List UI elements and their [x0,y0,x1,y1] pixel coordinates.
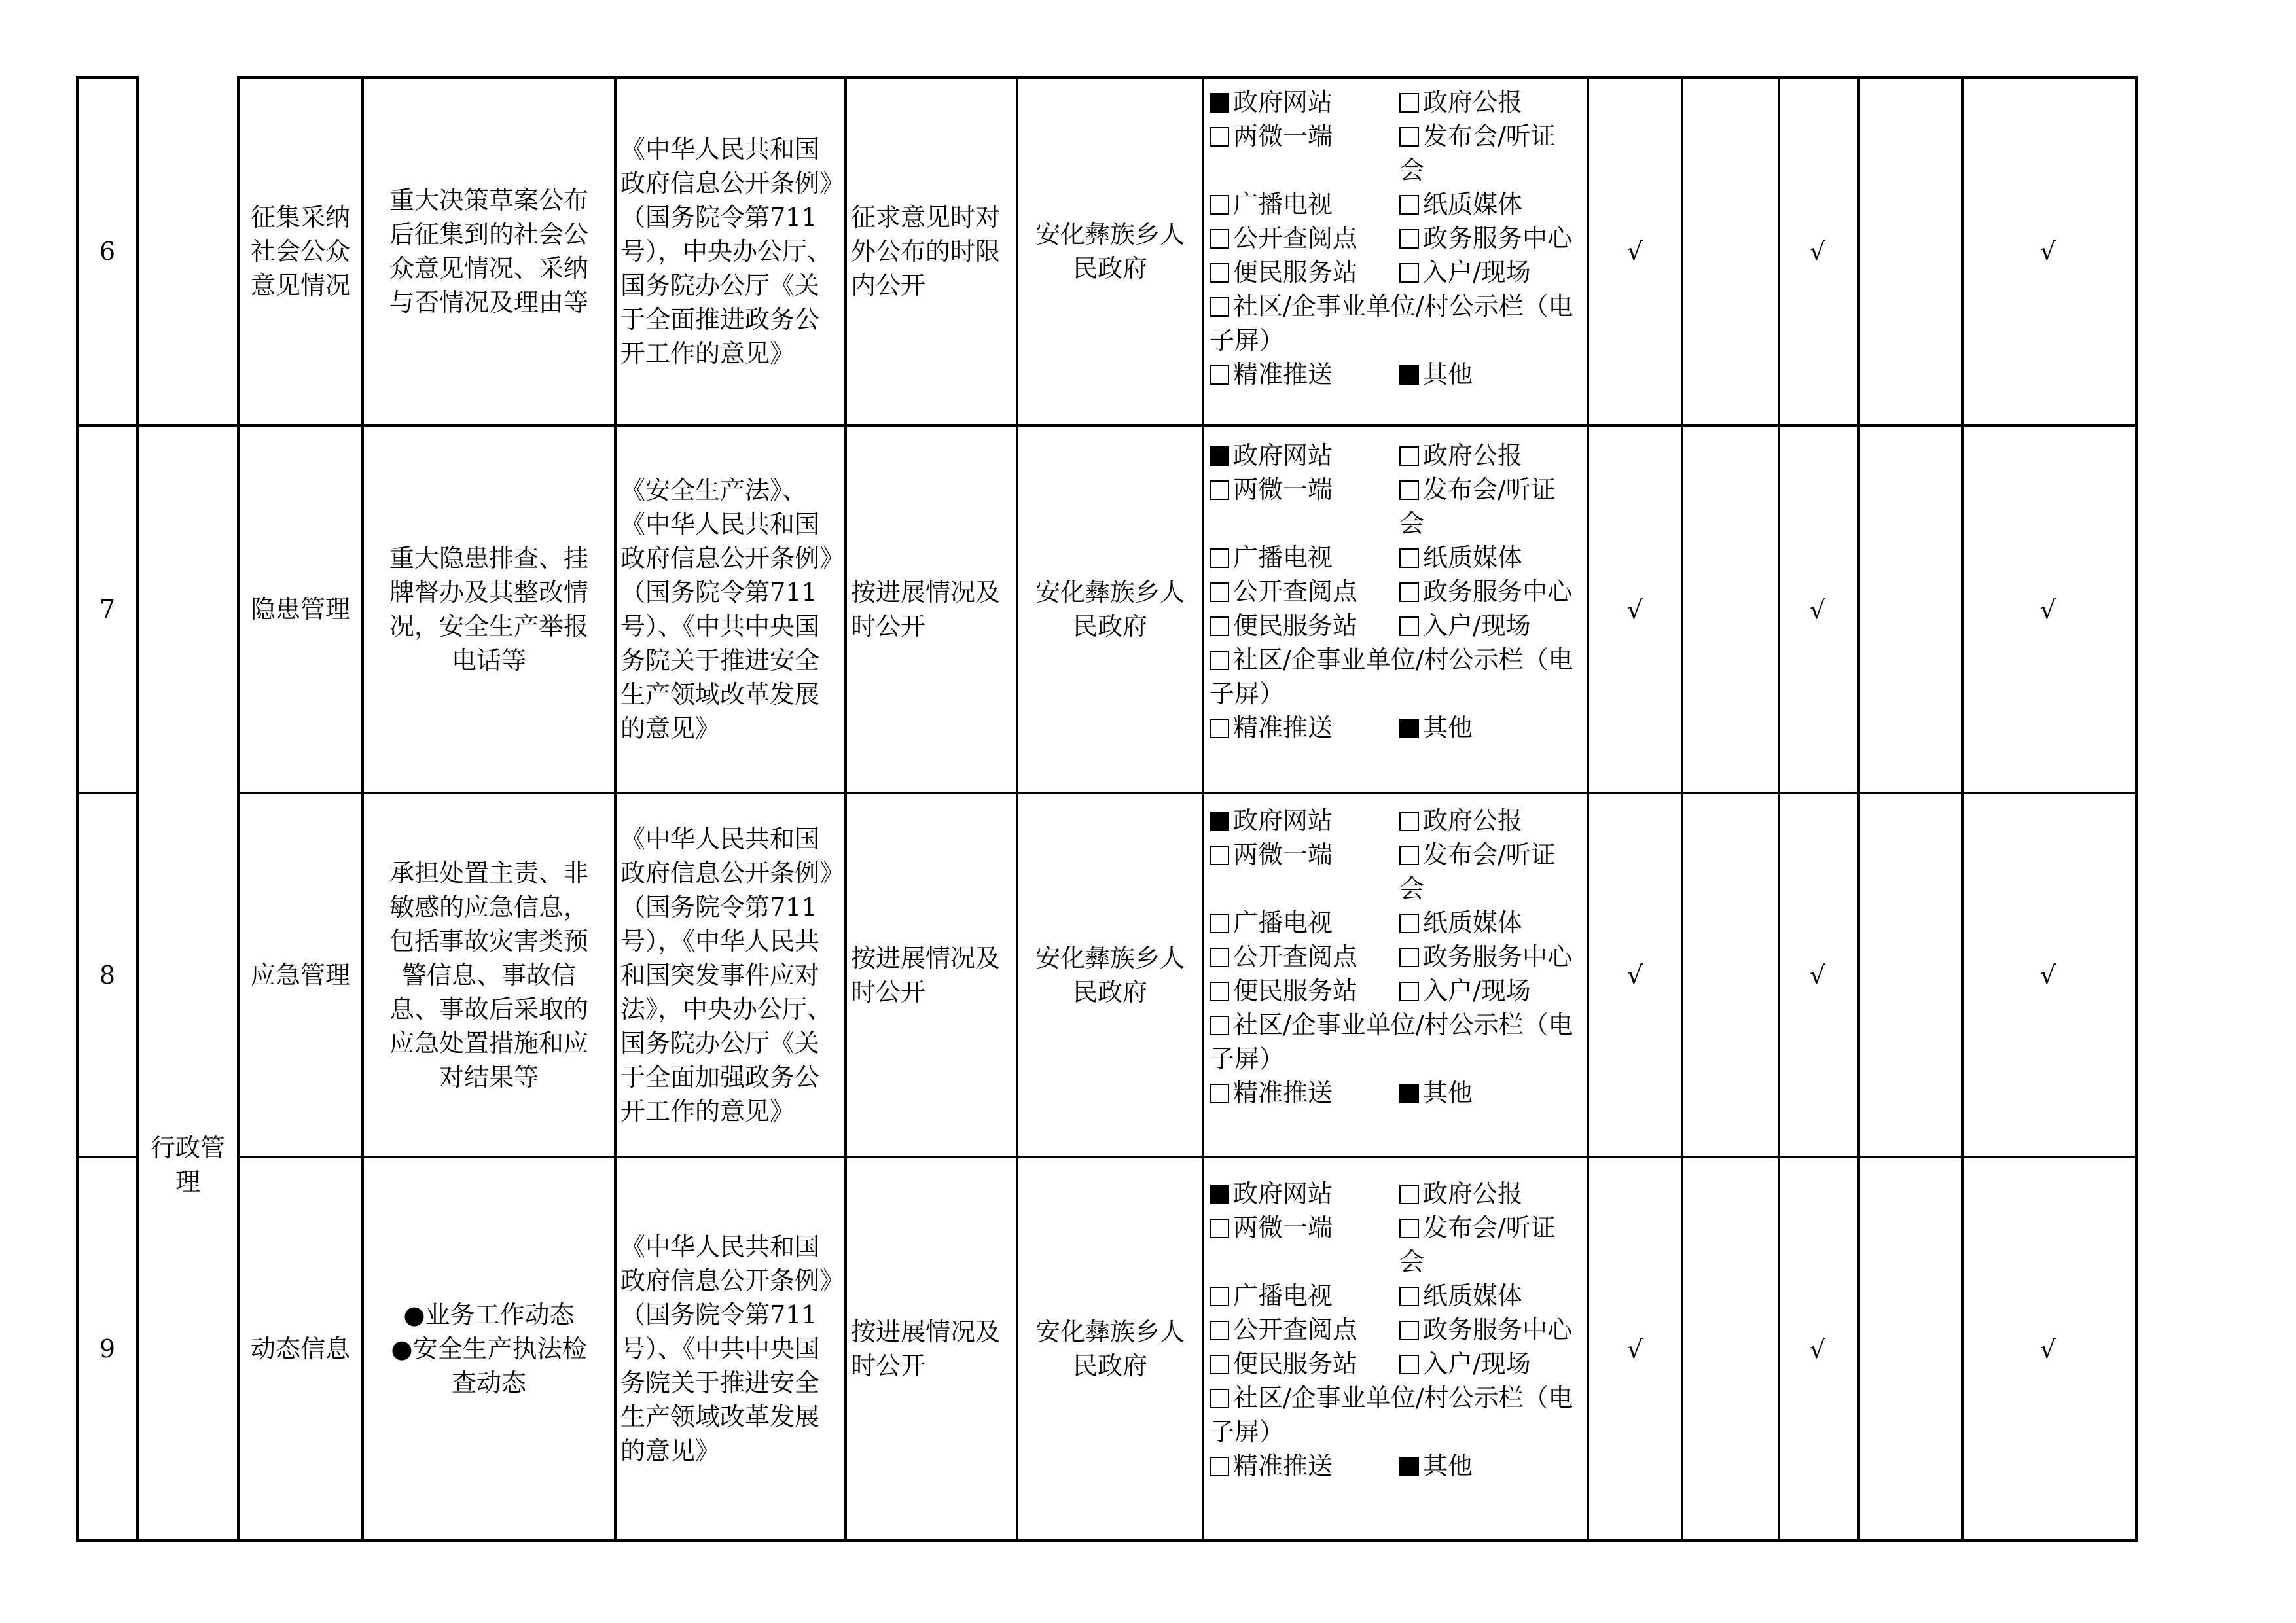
unchecked-box-icon [1210,1355,1229,1374]
unchecked-box-icon [1399,548,1419,568]
unchecked-box-icon [1399,1287,1419,1306]
channel-row [1210,711,1581,745]
channel-row [1210,1076,1581,1110]
channel-label: 发布会/听证会 [1399,122,1556,185]
channel-list [1204,1170,1587,1539]
channel-row [1210,643,1581,711]
channel-label: 入户/现场 [1423,1349,1531,1378]
channel-label: 政府公报 [1423,806,1523,835]
unchecked-box-icon [1210,914,1229,933]
channel-row [1210,1381,1581,1449]
channel-label: 两微一端 [1233,475,1333,504]
responsible-subject: 安化彝族乡人民政府 [1035,578,1185,641]
channel-option [1210,643,1576,711]
channel-option [1399,838,1576,906]
unchecked-box-icon [1399,582,1419,602]
unchecked-box-icon [1210,297,1229,317]
channel-option [1399,1076,1473,1110]
channel-row [1210,289,1581,357]
unchecked-box-icon [1399,982,1419,1001]
channel-label: 两微一端 [1233,1213,1333,1242]
unchecked-box-icon [1210,719,1229,738]
channel-row [1210,438,1581,473]
channel-option [1399,85,1522,119]
unchecked-box-icon [1399,846,1419,865]
channel-row [1210,974,1581,1008]
channel-label: 广播电视 [1233,190,1333,219]
channel-option [1399,255,1531,289]
unchecked-box-icon [1399,1185,1419,1204]
unchecked-box-icon [1210,616,1229,636]
channel-row [1210,541,1581,575]
unchecked-box-icon [1399,229,1419,249]
check-mark: √ [2039,1335,2056,1364]
item-content [364,1158,614,1539]
channel-label: 精准推送 [1233,1079,1333,1107]
channel-row [1210,119,1581,187]
channel-row [1210,1313,1581,1347]
channel-label: 纸质媒体 [1423,1281,1523,1310]
checked-box-icon [1210,1185,1229,1204]
unchecked-box-icon [1210,548,1229,568]
unchecked-box-icon [1210,582,1229,602]
channel-label: 公开查阅点 [1233,224,1358,253]
channel-label: 发布会/听证会 [1399,475,1556,538]
content-line: ●安全生产执法检查动态 [391,1334,587,1397]
unchecked-box-icon [1399,480,1419,500]
channel-label: 公开查阅点 [1233,577,1358,606]
grid-line [77,1539,2138,1542]
channel-label: 精准推送 [1233,360,1333,389]
channel-label: 两微一端 [1233,840,1333,869]
channel-option [1210,1076,1399,1110]
channel-option [1399,906,1522,940]
channel-option [1210,838,1399,906]
channel-option [1210,541,1399,575]
item-name: 隐患管理 [250,595,350,624]
channel-row [1210,357,1581,391]
check-mark: √ [1809,237,1826,266]
channel-label: 政务服务中心 [1423,224,1573,253]
channel-option [1210,1279,1399,1313]
unchecked-box-icon [1399,616,1419,636]
unchecked-box-icon [1210,948,1229,967]
channel-label: 政府网站 [1233,1179,1333,1208]
channel-list [1204,432,1587,792]
time-limit: 按进展情况及时公开 [851,578,1001,641]
channel-option [1210,1347,1399,1381]
checked-box-icon [1210,812,1229,831]
unchecked-box-icon [1210,229,1229,249]
channel-option [1399,1449,1473,1483]
channel-option [1399,575,1576,609]
unchecked-box-icon [1399,127,1419,147]
channel-label: 纸质媒体 [1423,908,1523,937]
legal-basis: 《中华人民共和国政府信息公开条例》（国务院令第711号），《中华人民共和国突发事件应对法》，中央办公厅、国务院办公厅《关于全面加强政务公开工作的意见》 [620,825,833,1126]
channel-label: 政务服务中心 [1423,942,1573,971]
channel-label: 社区/企事业单位/村公示栏（电子屏） [1210,645,1573,708]
channel-option [1399,357,1473,391]
unchecked-box-icon [1210,1321,1229,1340]
checked-box-icon [1210,446,1229,466]
grid-line [1587,76,1589,1542]
channel-option [1399,711,1473,745]
channel-label: 纸质媒体 [1423,543,1523,572]
channel-label: 入户/现场 [1423,611,1531,640]
grid-line [2135,76,2138,1542]
unchecked-box-icon [1399,195,1419,215]
channel-label: 便民服务站 [1233,258,1358,287]
grid-line [1961,76,1964,1542]
channel-option [1399,1279,1522,1313]
unchecked-box-icon [1399,1355,1419,1374]
channel-label: 发布会/听证会 [1399,1213,1556,1276]
check-mark: √ [2039,237,2056,266]
channel-label: 政府网站 [1233,88,1333,116]
time-limit: 按进展情况及时公开 [851,1317,1001,1380]
channel-option [1210,940,1399,974]
row-number: 7 [99,595,116,624]
item-name: 征集采纳社会公众意见情况 [250,203,350,300]
channel-row [1210,804,1581,838]
channel-option [1210,357,1399,391]
channel-option [1210,974,1399,1008]
unchecked-box-icon [1399,93,1419,113]
checked-box-icon [1399,365,1419,385]
channel-label: 广播电视 [1233,1281,1333,1310]
channel-option [1210,1211,1399,1279]
channel-row [1210,940,1581,974]
unchecked-box-icon [1399,1219,1419,1238]
channel-label: 政府网站 [1233,441,1333,470]
channel-option [1210,85,1399,119]
channel-row [1210,1008,1581,1076]
channel-option [1210,119,1399,187]
channel-option [1210,1177,1399,1211]
channel-label: 其他 [1423,713,1473,742]
channel-option [1210,711,1399,745]
legal-basis: 《中华人民共和国政府信息公开条例》（国务院令第711号），中央办公厅、国务院办公厅《关于全面推进政务公开工作的意见》 [620,135,833,368]
grid-line [1681,76,1683,1542]
channel-option [1210,289,1576,357]
check-mark: √ [1626,596,1643,624]
channel-option [1210,906,1399,940]
responsible-subject: 安化彝族乡人民政府 [1035,1317,1185,1380]
channel-label: 入户/现场 [1423,258,1531,287]
grid-line [1857,76,1860,1542]
channel-row [1210,85,1581,119]
channel-option [1210,1313,1399,1347]
channel-label: 广播电视 [1233,543,1333,572]
channel-option [1399,1211,1576,1279]
channel-option [1210,804,1399,838]
channel-option [1399,1313,1576,1347]
channel-option [1399,221,1576,255]
channel-row [1210,187,1581,221]
unchecked-box-icon [1210,195,1229,215]
unchecked-box-icon [1210,365,1229,385]
unchecked-box-icon [1210,1287,1229,1306]
channel-row [1210,1177,1581,1211]
check-mark: √ [1809,961,1826,990]
channel-row [1210,1347,1581,1381]
channel-label: 公开查阅点 [1233,1315,1358,1344]
channel-label: 社区/企事业单位/村公示栏（电子屏） [1210,1383,1573,1446]
channel-label: 政府公报 [1423,1179,1523,1208]
unchecked-box-icon [1210,1016,1229,1035]
unchecked-box-icon [1399,446,1419,466]
check-mark: √ [1809,1335,1826,1364]
channel-option [1210,473,1399,541]
channel-label: 发布会/听证会 [1399,840,1556,903]
channel-label: 其他 [1423,1452,1473,1480]
content-line: ●业务工作动态 [403,1300,575,1329]
responsible-subject: 安化彝族乡人民政府 [1035,220,1185,283]
channel-option [1399,438,1522,473]
channel-row [1210,575,1581,609]
row-number: 8 [99,961,116,990]
channel-option [1399,1177,1522,1211]
row-number: 6 [99,237,116,266]
grid-line [1778,76,1780,1542]
item-content: 重大隐患排查、挂牌督办及其整改情况，安全生产举报电话等 [389,544,588,675]
channel-label: 政务服务中心 [1423,577,1573,606]
unchecked-box-icon [1210,1457,1229,1476]
channel-label: 入户/现场 [1423,976,1531,1005]
checked-box-icon [1399,1457,1419,1476]
channel-label: 便民服务站 [1233,976,1358,1005]
channel-row [1210,221,1581,255]
channel-row [1210,473,1581,541]
item-content: 承担处置主责、非敏感的应急信息，包括事故灾害类预警信息、事故信息、事故后采取的应急处置措施和应对结果等 [389,859,588,1092]
channel-option [1210,575,1399,609]
time-limit: 按进展情况及时公开 [851,944,1001,1007]
channel-label: 两微一端 [1233,122,1333,151]
check-mark: √ [2039,596,2056,624]
channel-option [1399,541,1522,575]
item-name: 动态信息 [250,1334,350,1363]
unchecked-box-icon [1399,263,1419,283]
unchecked-box-icon [1210,1389,1229,1408]
channel-label: 其他 [1423,360,1473,389]
responsible-subject: 安化彝族乡人民政府 [1035,944,1185,1007]
time-limit: 征求意见时对外公布的时限内公开 [851,203,1001,300]
channel-label: 便民服务站 [1233,1349,1358,1378]
channel-label: 社区/企事业单位/村公示栏（电子屏） [1210,292,1573,355]
channel-row [1210,1449,1581,1483]
unchecked-box-icon [1399,812,1419,831]
group-label: 行政管理 [150,1133,225,1196]
unchecked-box-icon [1210,846,1229,865]
channel-row [1210,1279,1581,1313]
check-mark: √ [1809,596,1826,624]
legal-basis: 《安全生产法》、《中华人民共和国政府信息公开条例》（国务院令第711号）、《中共中央国务院关于推进安全生产领域改革发展的意见》 [620,476,833,743]
unchecked-box-icon [1399,914,1419,933]
channel-row [1210,1211,1581,1279]
check-mark: √ [2039,961,2056,990]
channel-row [1210,838,1581,906]
channel-option [1210,187,1399,221]
unchecked-box-icon [1210,480,1229,500]
channel-label: 公开查阅点 [1233,942,1358,971]
channel-label: 精准推送 [1233,1452,1333,1480]
check-mark: √ [1626,1335,1643,1364]
check-mark: √ [1626,961,1643,990]
channel-option [1399,609,1531,643]
channel-row [1210,906,1581,940]
checked-box-icon [1399,719,1419,738]
channel-label: 纸质媒体 [1423,190,1523,219]
channel-option [1399,473,1576,541]
channel-row [1210,609,1581,643]
check-mark: √ [1626,237,1643,266]
channel-label: 政府公报 [1423,441,1523,470]
channel-option [1399,974,1531,1008]
unchecked-box-icon [1210,1219,1229,1238]
channel-label: 便民服务站 [1233,611,1358,640]
channel-option [1210,609,1399,643]
channel-option [1210,1449,1399,1483]
channel-option [1210,221,1399,255]
channel-option [1399,1347,1531,1381]
channel-option [1210,255,1399,289]
channel-option [1210,1008,1576,1076]
channel-option [1399,119,1576,187]
channel-label: 政务服务中心 [1423,1315,1573,1344]
channel-option [1210,1381,1576,1449]
channel-list [1204,79,1587,424]
row-number: 9 [99,1334,116,1363]
checked-box-icon [1210,93,1229,113]
channel-label: 广播电视 [1233,908,1333,937]
channel-label: 其他 [1423,1079,1473,1107]
unchecked-box-icon [1399,948,1419,967]
unchecked-box-icon [1210,127,1229,147]
channel-option [1399,940,1576,974]
item-name: 应急管理 [250,961,350,990]
unchecked-box-icon [1210,651,1229,670]
channel-list [1204,797,1587,1156]
unchecked-box-icon [1210,982,1229,1001]
channel-label: 精准推送 [1233,713,1333,742]
channel-option [1210,438,1399,473]
channel-label: 政府网站 [1233,806,1333,835]
channel-label: 社区/企事业单位/村公示栏（电子屏） [1210,1010,1573,1073]
grid-line [136,76,139,1542]
checked-box-icon [1399,1084,1419,1103]
channel-row [1210,255,1581,289]
channel-option [1399,187,1522,221]
legal-basis: 《中华人民共和国政府信息公开条例》（国务院令第711号）、《中共中央国务院关于推进安全生产领域改革发展的意见》 [620,1232,833,1465]
unchecked-box-icon [1210,1084,1229,1103]
unchecked-box-icon [1210,263,1229,283]
channel-label: 政府公报 [1423,88,1523,116]
item-content: 重大决策草案公布后征集到的社会公众意见情况、采纳与否情况及理由等 [389,186,588,317]
channel-option [1399,804,1522,838]
unchecked-box-icon [1399,1321,1419,1340]
